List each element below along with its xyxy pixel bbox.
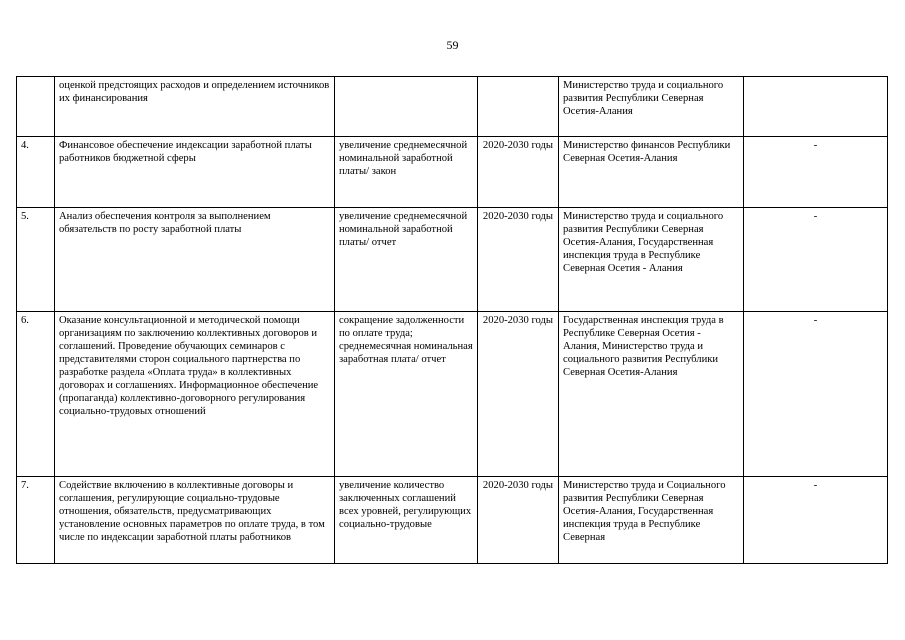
result-cell: увеличение среднемесячной номинальной заработной платы/ отчет bbox=[335, 208, 478, 312]
note-cell: - bbox=[744, 137, 888, 208]
row-number-cell: 7. bbox=[17, 477, 55, 564]
measure-cell: Оказание консультационной и методической помощи организациям по заключению коллективных договоров и соглашений. Проведение обучающих семинаров с представителями сторон социального партнерства по разработке раздела «Оплата труда» в коллективных договорах и соглашениях. Информационное обеспечение (пропаганда) коллективно-договорного регулирования социально-трудовых отношений bbox=[55, 312, 335, 477]
row-number-cell: 6. bbox=[17, 312, 55, 477]
table-row bbox=[17, 77, 888, 137]
result-cell bbox=[335, 77, 478, 137]
note-cell bbox=[744, 77, 888, 137]
note-cell: - bbox=[744, 312, 888, 477]
executor-cell: Министерство труда и Социального развития Республики Северная Осетия-Алания, Государственная инспекция труда в Республике Северная bbox=[559, 477, 744, 564]
measure-cell: Анализ обеспечения контроля за выполнением обязательств по росту заработной платы bbox=[55, 208, 335, 312]
measure-cell: Финансовое обеспечение индексации заработной платы работников бюджетной сферы bbox=[55, 137, 335, 208]
period-cell: 2020-2030 годы bbox=[478, 208, 559, 312]
result-cell: увеличение среднемесячной номинальной заработной платы/ закон bbox=[335, 137, 478, 208]
executor-cell: Министерство труда и социального развития Республики Северная Осетия-Алания bbox=[559, 77, 744, 137]
table-row bbox=[17, 208, 888, 312]
row-number-cell: 4. bbox=[17, 137, 55, 208]
measure-cell: Содействие включению в коллективные договоры и соглашения, регулирующие социально-трудовые отношения, обязательств, предусматривающих установление основных параметров по оплате труда, в том числе по индексации заработной платы работников bbox=[55, 477, 335, 564]
period-cell bbox=[478, 77, 559, 137]
page-number: 59 bbox=[446, 38, 459, 52]
table-row bbox=[17, 137, 888, 208]
executor-cell: Министерство труда и социального развития Республики Северная Осетия-Алания, Государственная инспекция труда в Республике Северная Осетия - Алания bbox=[559, 208, 744, 312]
row-number-cell: 5. bbox=[17, 208, 55, 312]
period-cell: 2020-2030 годы bbox=[478, 312, 559, 477]
executor-cell: Государственная инспекция труда в Республике Северная Осетия - Алания, Министерство труда и социального развития Республики Северная Осетия-Алания bbox=[559, 312, 744, 477]
note-cell: - bbox=[744, 208, 888, 312]
table-row bbox=[17, 312, 888, 477]
executor-cell: Министерство финансов Республики Северная Осетия-Алания bbox=[559, 137, 744, 208]
period-cell: 2020-2030 годы bbox=[478, 477, 559, 564]
measures-table bbox=[16, 76, 888, 564]
table-row bbox=[17, 477, 888, 564]
result-cell: увеличение количество заключенных соглашений всех уровней, регулирующих социально-трудовые bbox=[335, 477, 478, 564]
period-cell: 2020-2030 годы bbox=[478, 137, 559, 208]
measure-cell: оценкой предстоящих расходов и определением источников их финансирования bbox=[55, 77, 335, 137]
note-cell: - bbox=[744, 477, 888, 564]
row-number-cell bbox=[17, 77, 55, 137]
result-cell: сокращение задолженности по оплате труда; среднемесячная номинальная заработная плата/ отчет bbox=[335, 312, 478, 477]
